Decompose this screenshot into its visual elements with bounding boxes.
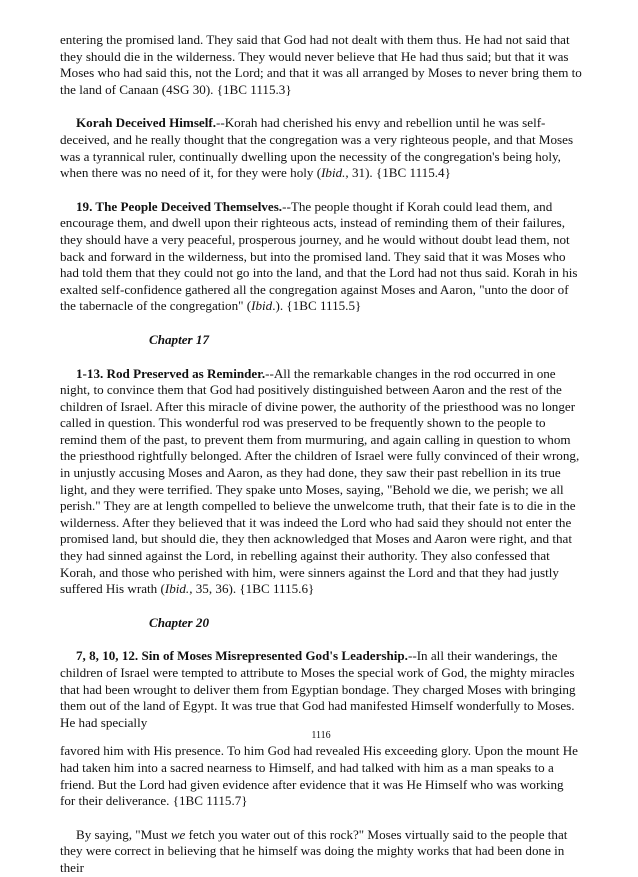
- paragraph-heading: Korah Deceived Himself.: [76, 115, 216, 131]
- paragraph-5: [60, 648, 582, 731]
- paragraph-heading: 1-13. Rod Preserved as Reminder.: [76, 365, 266, 381]
- paragraph-text: fetch you water out of this rock?" Moses virtually said to the people that they were correct in believing that he himself was doing the mighty works that had been done in their: [60, 826, 568, 875]
- page-number: 1116: [311, 730, 331, 742]
- chapter-heading-20: Chapter 20: [149, 614, 210, 630]
- chapter-heading-17: Chapter 17: [149, 331, 210, 347]
- paragraph-2: [60, 115, 582, 181]
- paragraph-6: [60, 743, 582, 809]
- paragraph-lead: By saying, "Must: [76, 826, 171, 842]
- paragraph-text: favored him with His presence. To him God had revealed His exceeding glory. Upon the mount He had taken him into a sacred nearness to Himself, and had talked with him as a man speaks to a friend. But the Lord had given evidence after evidence that it was He Himself who was working for their deliverance. {1BC 1115.7}: [60, 743, 578, 809]
- paragraph-7: [60, 827, 582, 877]
- citation-ibid: Ibid.,: [321, 165, 349, 181]
- paragraph-1: [60, 32, 582, 98]
- paragraph-reference: .). {1BC 1115.5}: [272, 298, 362, 314]
- paragraph-text: --Korah had cherished his envy and rebellion until he was self-deceived, and he really thought that the congregation was a very righteous people, and that Moses was a tyrannical ruler, continually dwelling upon the necessity of the congregation's being holy, when there was no need of it, for they were holy (: [60, 115, 574, 181]
- paragraph-heading: 19. The People Deceived Themselves.: [76, 198, 283, 214]
- paragraph-text: --All the remarkable changes in the rod occurred in one night, to convince them that God had positively distinguished between Aaron and the rest of the children of Israel. After this miracle of divine power, the authority of the priesthood was no longer called in question. This wonderful rod was preserved to be frequently shown to the people to remind them of the past, to prevent them from murmuring, and again calling in question to whom the priesthood rightfully belonged. After the children of Israel were fully convinced of their wrong, in unjustly accusing Moses and Aaron, as they had done, they saw their past rebellion in its true light, and they were terrified. They spake unto Moses, saying, "Behold we die, we perish; we all perish." They are at length compelled to believe the unwelcome truth, that their fate is to die in the wilderness. After they believed that it was indeed the Lord who had said they should not enter the promised land, but should die, they then acknowledged that Moses and Aaron were right, and that they had sinned against the Lord, in rebelling against their authority. They also confessed that Korah, and those who perished with him, were sinners against the Lord and that they had justly suffered His wrath (: [60, 365, 580, 597]
- paragraph-reference: 31). {1BC 1115.4}: [348, 165, 451, 181]
- paragraph-4: [60, 366, 582, 598]
- paragraph-reference: 35, 36). {1BC 1115.6}: [192, 581, 315, 597]
- paragraph-text: --The people thought if Korah could lead them, and encourage them, and dwell upon their righteous acts, instead of reminding them of their failures, they should have a very peaceful, prosperous journey, and he would without doubt lead them, not back and forward in the wilderness, but into the promised land. They said that it was Moses who had told them that they could not go into the land, and that the Lord had not thus said. Korah in his exalted self-confidence gathered all the congregation against Moses and Aaron, "unto the door of the tabernacle of the congregation" (: [60, 198, 578, 314]
- paragraph-text: --In all their wanderings, the children of Israel were tempted to attribute to Moses the special work of God, the mighty miracles that had been wrought to deliver them from Egyptian bondage. They charged Moses with bringing them out of the land of Egypt. It was true that God had manifested Himself wonderfully to Moses. He had specially: [60, 648, 576, 730]
- emphasis-we: we: [170, 826, 186, 842]
- citation-ibid: Ibid.,: [164, 581, 193, 597]
- paragraph-heading: 7, 8, 10, 12. Sin of Moses Misrepresented God's Leadership.: [76, 648, 408, 664]
- paragraph-3: [60, 199, 582, 315]
- document-page: [60, 32, 582, 877]
- paragraph-text: entering the promised land. They said that God had not dealt with them thus. He had not said that they should die in the wilderness. They would never believe that He had thus said; but that it was Moses who had said this, not the Lord; and that it was all arranged by Moses to never bring them to the land of Canaan (4SG 30). {1BC 1115.3}: [60, 32, 582, 97]
- citation-ibid: Ibid: [251, 298, 273, 314]
